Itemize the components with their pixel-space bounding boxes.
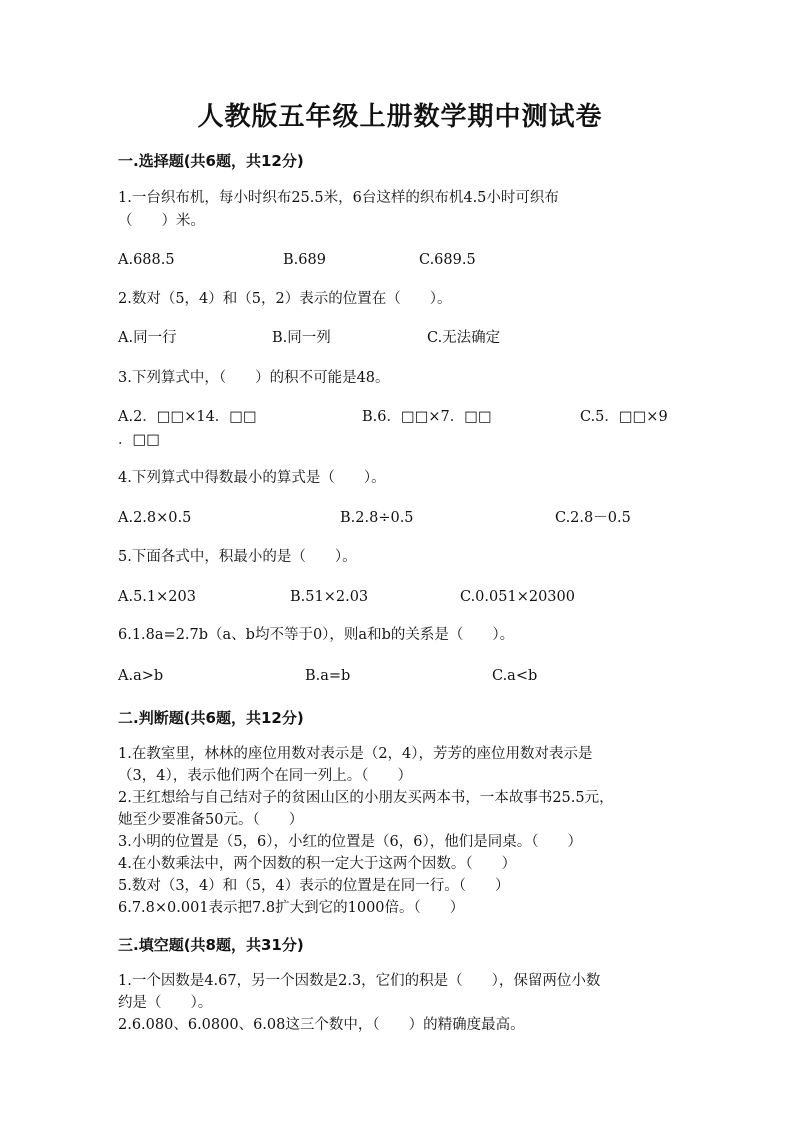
question-3-list	[118, 970, 698, 1036]
option-b: B.51×2.03	[290, 589, 369, 605]
question-2-6: 6.7.8×0.001表示把7.8扩大到它的1000倍。（ ）	[118, 900, 465, 916]
option-b: B.689	[283, 252, 326, 268]
question-2-5: 5.数对（3，4）和（5，4）表示的位置是在同一行。（ ）	[118, 878, 510, 894]
section-heading-choice: 一.选择题(共6题，共12分)	[118, 152, 304, 170]
question-1-1	[118, 187, 698, 233]
question-1-3: 3.下列算式中，（ ）的积不可能是48。	[118, 370, 390, 386]
option-c: C.689.5	[419, 252, 476, 268]
question-1-6: 6.1.8a=2.7b（a、b均不等于0），则a和b的关系是（ ）。	[118, 627, 515, 643]
section-heading-judgement: 二.判断题(共6题，共12分)	[118, 709, 304, 727]
option-a: A.a>b	[118, 668, 164, 684]
option-a: A.688.5	[118, 252, 175, 268]
option-b: B.a=b	[305, 668, 351, 684]
question-2-1-cont: （3，4），表示他们两个在同一列上。（ ）	[118, 768, 412, 784]
question-1-2: 2.数对（5，4）和（5，2）表示的位置在（ ）。	[118, 291, 452, 307]
question-2-2: 2.王红想给与自己结对子的贫困山区的小朋友买两本书，一本故事书25.5元，	[118, 790, 614, 806]
option-c: C.0.051×20300	[460, 589, 575, 605]
option-b: B.2.8÷0.5	[340, 510, 414, 526]
question-3-1-cont: 约是（ ）。	[118, 995, 213, 1011]
option-a: A.2.8×0.5	[118, 510, 192, 526]
option-c: C.无法确定	[427, 330, 501, 346]
option-b: B.同一列	[272, 330, 331, 346]
option-b: B.6．□□×7．□□	[362, 409, 492, 425]
question-3-2: 2.6.080、6.0800、6.08这三个数中，（ ）的精确度最高。	[118, 1017, 525, 1033]
question-3-1: 1.一个因数是4.67，另一个因数是2.3，它们的积是（ ），保留两位小数	[118, 973, 601, 989]
option-c: C.2.8－0.5	[555, 510, 631, 526]
question-2-1: 1.在教室里，林林的座位用数对表示是（2，4），芳芳的座位用数对表示是	[118, 746, 593, 762]
question-1-5: 5.下面各式中，积最小的是（ ）。	[118, 549, 357, 565]
option-c-cont: ．□□	[118, 432, 160, 448]
question-1-4: 4.下列算式中得数最小的算式是（ ）。	[118, 470, 386, 486]
question-2-list	[118, 743, 698, 919]
question-2-3: 3.小明的位置是（5，6），小红的位置是（6，6），他们是同桌。（ ）	[118, 834, 582, 850]
question-text-cont: （ ）米。	[118, 213, 205, 229]
option-a: A.5.1×203	[118, 589, 196, 605]
option-a: A.同一行	[118, 330, 177, 346]
page-title: 人教版五年级上册数学期中测试卷	[197, 102, 603, 132]
option-c: C.a<b	[492, 668, 538, 684]
question-text: 1.一台织布机，每小时织布25.5米，6台这样的织布机4.5小时可织布	[118, 190, 559, 206]
question-2-4: 4.在小数乘法中，两个因数的积一定大于这两个因数。（ ）	[118, 856, 517, 872]
option-c: C.5．□□×9	[580, 409, 668, 425]
section-heading-fill: 三.填空题(共8题，共31分)	[118, 936, 304, 954]
option-a: A.2．□□×14．□□	[118, 409, 257, 425]
question-2-2-cont: 她至少要准备50元。（ ）	[118, 812, 304, 828]
